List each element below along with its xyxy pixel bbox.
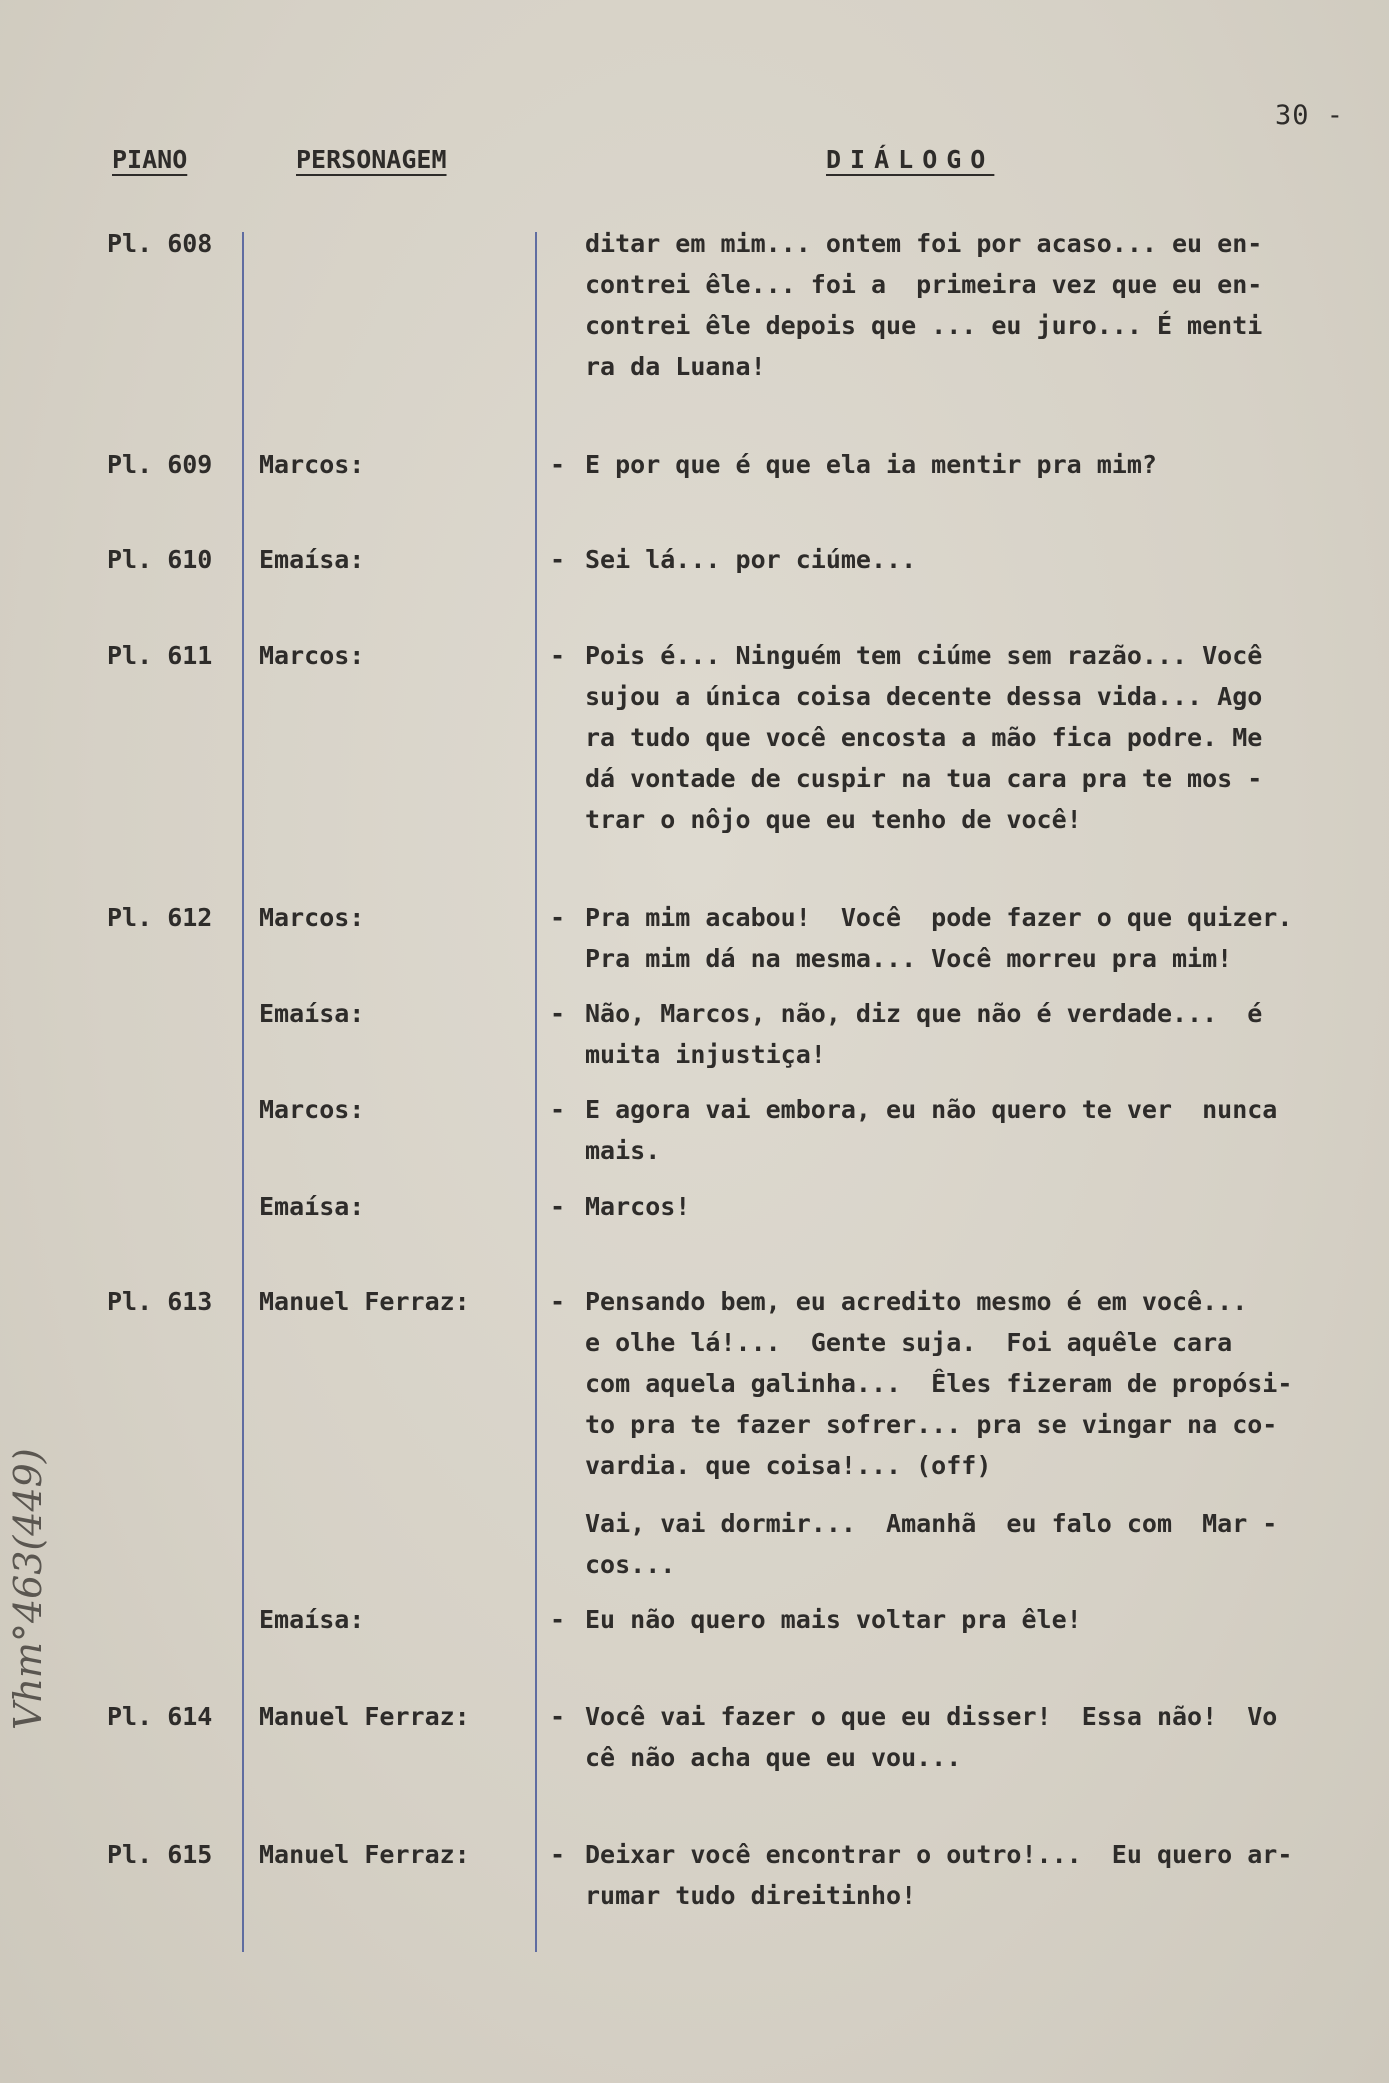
dialogue-line: Eu não quero mais voltar pra êle! <box>585 1605 1082 1634</box>
dialogue-line: muita injustiça! <box>585 1040 826 1069</box>
dialogue-dash: - <box>550 1840 566 1869</box>
dialogue-line: vardia. que coisa!... (off) <box>585 1451 992 1480</box>
dialogue-line: Vai, vai dormir... Amanhã eu falo com Mar - <box>585 1509 1278 1538</box>
plano-number: Pl. 609 <box>107 450 213 479</box>
dialogue-dash: - <box>550 1095 566 1124</box>
plano-number: Pl. 613 <box>107 1287 213 1316</box>
dialogue-line: E agora vai embora, eu não quero te ver nunca <box>585 1095 1278 1124</box>
character-name: Marcos: <box>259 1095 365 1124</box>
dialogue-line: dá vontade de cuspir na tua cara pra te mos - <box>585 764 1263 793</box>
dialogue-line: com aquela galinha... Êles fizeram de propósi- <box>585 1369 1293 1398</box>
dialogue-dash: - <box>550 903 566 932</box>
character-name: Marcos: <box>259 641 365 670</box>
dialogue-line: ra da Luana! <box>585 352 766 381</box>
plano-number: Pl. 615 <box>107 1840 213 1869</box>
dialogue-line: Deixar você encontrar o outro!... Eu quero ar- <box>585 1840 1293 1869</box>
dialogue-line: Marcos! <box>585 1192 691 1221</box>
dialogue-line: Pois é... Ninguém tem ciúme sem razão... Você <box>585 641 1263 670</box>
page-number: 30 - <box>1275 100 1345 131</box>
dialogue-line: Pra mim dá na mesma... Você morreu pra mim! <box>585 944 1233 973</box>
character-name: Marcos: <box>259 903 365 932</box>
plano-number: Pl. 614 <box>107 1702 213 1731</box>
dialogue-dash: - <box>550 1605 566 1634</box>
dialogue-line: E por que é que ela ia mentir pra mim? <box>585 450 1157 479</box>
dialogue-line: contrei êle... foi a primeira vez que eu en- <box>585 270 1263 299</box>
dialogue-line: Você vai fazer o que eu disser! Essa não! Vo <box>585 1702 1278 1731</box>
dialogue-line: contrei êle depois que ... eu juro... É menti <box>585 311 1263 340</box>
dialogue-line: Sei lá... por ciúme... <box>585 545 917 574</box>
plano-number: Pl. 610 <box>107 545 213 574</box>
dialogue-line: Pra mim acabou! Você pode fazer o que quizer. <box>585 903 1293 932</box>
dialogue-dash: - <box>550 1192 566 1221</box>
dialogue-line: trar o nôjo que eu tenho de você! <box>585 805 1082 834</box>
header-plano: PIANO <box>112 145 188 174</box>
dialogue-line: sujou a única coisa decente dessa vida... Ago <box>585 682 1263 711</box>
dialogue-line: Não, Marcos, não, diz que não é verdade... é <box>585 999 1263 1028</box>
header-personagem: PERSONAGEM <box>296 145 447 174</box>
header-dialogo: DIÁLOGO <box>826 145 995 174</box>
character-name: Emaísa: <box>259 1605 365 1634</box>
dialogue-line: rumar tudo direitinho! <box>585 1881 917 1910</box>
character-name: Manuel Ferraz: <box>259 1702 470 1731</box>
dialogue-dash: - <box>550 545 566 574</box>
dialogue-line: cê não acha que eu vou... <box>585 1743 962 1772</box>
dialogue-line: to pra te fazer sofrer... pra se vingar na co- <box>585 1410 1278 1439</box>
margin-handwritten-note: Vhm°463(449) <box>6 1448 50 1730</box>
dialogue-dash: - <box>550 1702 566 1731</box>
character-name: Manuel Ferraz: <box>259 1840 470 1869</box>
column-divider-right <box>535 232 537 1952</box>
plano-number: Pl. 608 <box>107 229 213 258</box>
plano-number: Pl. 612 <box>107 903 213 932</box>
dialogue-dash: - <box>550 1287 566 1316</box>
dialogue-dash: - <box>550 450 566 479</box>
dialogue-line: mais. <box>585 1136 661 1165</box>
dialogue-line: e olhe lá!... Gente suja. Foi aquêle cara <box>585 1328 1233 1357</box>
dialogue-line: Pensando bem, eu acredito mesmo é em você... <box>585 1287 1248 1316</box>
character-name: Emaísa: <box>259 999 365 1028</box>
character-name: Emaísa: <box>259 1192 365 1221</box>
dialogue-dash: - <box>550 641 566 670</box>
plano-number: Pl. 611 <box>107 641 213 670</box>
dialogue-line: ra tudo que você encosta a mão fica podre. Me <box>585 723 1263 752</box>
dialogue-line: cos... <box>585 1550 676 1579</box>
character-name: Marcos: <box>259 450 365 479</box>
column-divider-left <box>242 232 244 1952</box>
character-name: Manuel Ferraz: <box>259 1287 470 1316</box>
dialogue-dash: - <box>550 999 566 1028</box>
dialogue-line: ditar em mim... ontem foi por acaso... eu en- <box>585 229 1263 258</box>
character-name: Emaísa: <box>259 545 365 574</box>
